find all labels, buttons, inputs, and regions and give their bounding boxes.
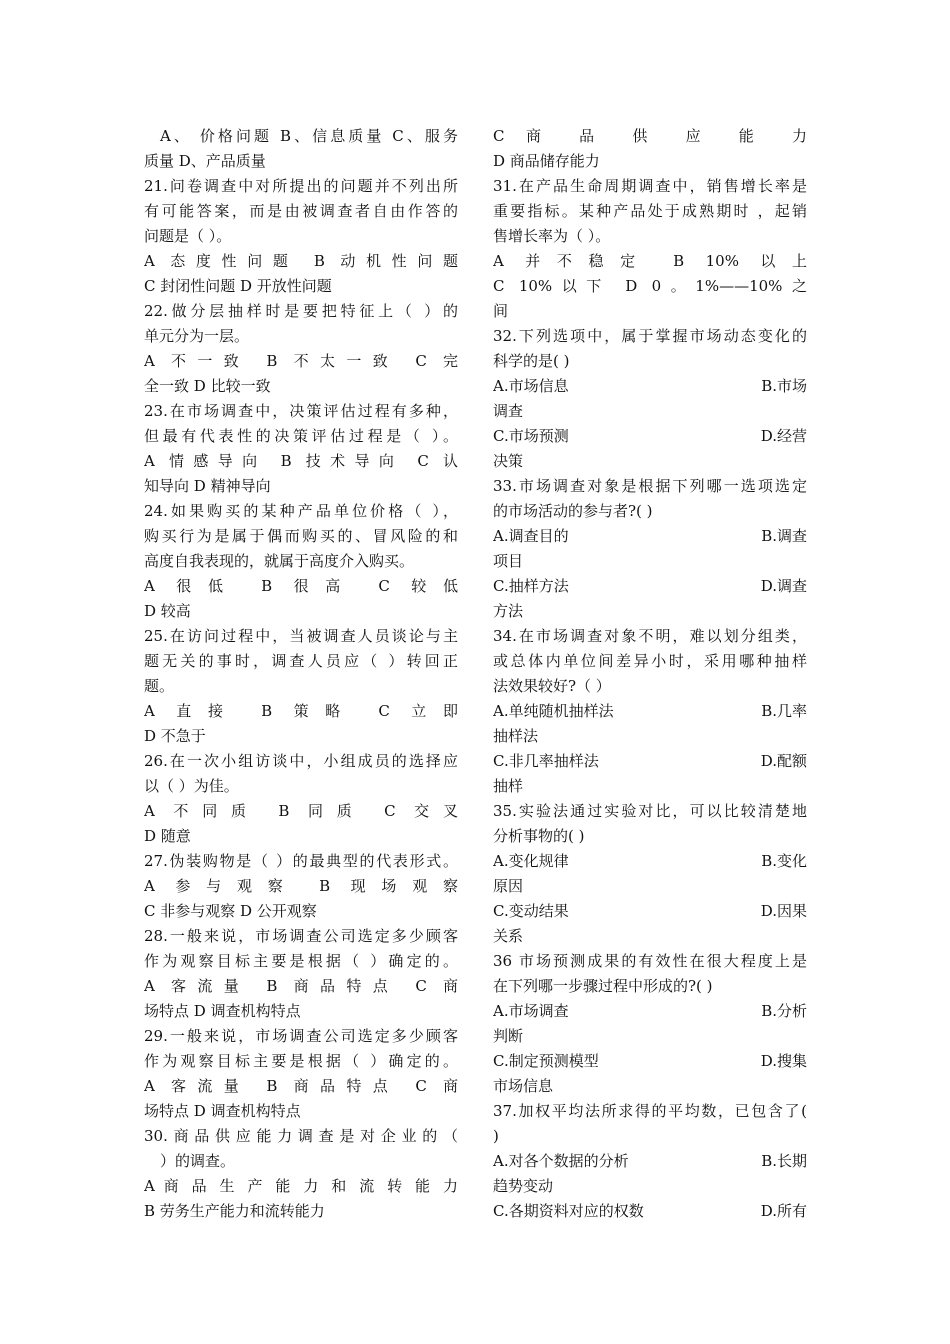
option-row (493, 899, 807, 924)
text-line: 单元分为一层。 (144, 327, 250, 345)
text-line: 问题是（ ）。 (144, 227, 232, 245)
text-line: 作为观察目标主要是根据（ ）确定的。 (144, 1052, 458, 1070)
option-row (493, 999, 807, 1024)
option-left: A.市场调查 (493, 1002, 569, 1020)
text-line: 32.下列选项中，属于掌握市场动态变化的 (493, 327, 807, 345)
text-line: 重要指标。某种产品处于成熟期时 ，起销 (493, 202, 807, 220)
text-line: 24.如果购买的某种产品单位价格（ ）， (144, 502, 458, 520)
text-line: D 随意 (144, 827, 191, 845)
text-line: A 并不稳定 B 10% 以上 (493, 252, 807, 270)
text-line: A 商 品 生 产 能 力 和 流 转 能 力 (144, 1177, 458, 1195)
option-right: B.调查 (761, 527, 807, 545)
text-line: 间 (493, 302, 509, 320)
option-left: C.变动结果 (493, 902, 569, 920)
text-line: 购买行为是属于偶而购买的、冒风险的和 (144, 527, 458, 545)
text-line: 场特点 D 调查机构特点 (144, 1002, 301, 1020)
text-line: D 商品储存能力 (493, 152, 600, 170)
option-right: B.几率 (761, 702, 807, 720)
option-left: A.市场信息 (493, 377, 569, 395)
text-line: D 较高 (144, 602, 191, 620)
text-line: 分析事物的( ) (493, 827, 585, 845)
text-line: C 封闭性问题 D 开放性问题 (144, 277, 332, 295)
option-right: D.因果 (760, 902, 807, 920)
text-line: 25.在访问过程中，当被调查人员谈论与主 (144, 627, 458, 645)
text-line: 题无关的事时，调查人员应（ ）转回正 (144, 652, 458, 670)
option-left: A.对各个数据的分析 (493, 1152, 629, 1170)
right-column (493, 124, 807, 1224)
option-right: D.所有 (760, 1202, 807, 1220)
text-line: C 商 品 供 应 能 力 (493, 127, 807, 145)
option-right: B.分析 (761, 1002, 807, 1020)
option-row (493, 524, 807, 549)
option-row (493, 374, 807, 399)
option-right: D.经营 (760, 427, 807, 445)
text-line: 法效果较好?（ ） (493, 677, 611, 695)
text-line: 30.商品供应能力调查是对企业的（ (144, 1127, 458, 1145)
text-line: A 客流量 B 商品特点 C 商 (144, 1077, 458, 1095)
text-line: 28.一般来说，市场调查公司选定多少顾客 (144, 927, 458, 945)
option-left: A.单纯随机抽样法 (493, 702, 614, 720)
option-row (493, 1149, 807, 1174)
text-line: 市场信息 (493, 1077, 554, 1095)
text-line: 高度自我表现的，就属于高度介入购买。 (144, 552, 415, 570)
text-line: 调查 (493, 402, 524, 420)
text-line: C 10%以下 D 0。1%——10%之 (493, 277, 807, 295)
text-line: B 劳务生产能力和流转能力 (144, 1202, 325, 1220)
text-line: 决策 (493, 452, 524, 470)
text-line: A 不一致 B 不太一致 C 完 (144, 352, 458, 370)
text-line: 项目 (493, 552, 524, 570)
text-line: 27.伪装购物是（ ）的最典型的代表形式。 (144, 852, 458, 870)
text-line: 售增长率为（ ）。 (493, 227, 611, 245)
text-line: A 情感导向 B 技术导向 C 认 (144, 452, 458, 470)
text-line: 关系 (493, 927, 524, 945)
text-line: A 参与观察 B 现场观察 (144, 877, 458, 895)
text-line: 场特点 D 调查机构特点 (144, 1102, 301, 1120)
text-line: A 态度性问题 B 动机性问题 (144, 252, 458, 270)
text-line: 34.在市场调查对象不明，难以划分组类， (493, 627, 807, 645)
text-line: 31.在产品生命周期调查中，销售增长率是 (493, 177, 807, 195)
text-line: A 很低 B 很高 C 较低 (144, 577, 458, 595)
text-line: 作为观察目标主要是根据（ ）确定的。 (144, 952, 458, 970)
text-line: C 非参与观察 D 公开观察 (144, 902, 317, 920)
option-row (493, 1049, 807, 1074)
text-line: 35.实验法通过实验对比，可以比较清楚地 (493, 802, 807, 820)
text-line: A 客流量 B 商品特点 C 商 (144, 977, 458, 995)
text-line: 判断 (493, 1027, 524, 1045)
text-line: 但最有代表性的决策评估过程是（ ）。 (144, 427, 458, 445)
text-line: 质量 D、产品质量 (144, 152, 266, 170)
option-right: D.配额 (760, 752, 807, 770)
text-line: A 不同质 B 同质 C 交叉 (144, 802, 458, 820)
text-line: 22.做分层抽样时是要把特征上（ ）的 (144, 302, 458, 320)
option-right: B.市场 (761, 377, 807, 395)
text-line: 或总体内单位间差异小时，采用哪种抽样 (493, 652, 807, 670)
option-left: C.各期资料对应的权数 (493, 1202, 644, 1220)
text-line: 在下列哪一步骤过程中形成的?( ) (493, 977, 713, 995)
option-right: D.搜集 (760, 1052, 807, 1070)
text-line: 37.加权平均法所求得的平均数，已包含了( (493, 1102, 807, 1120)
text-line: 全一致 D 比较一致 (144, 377, 271, 395)
option-left: A.变化规律 (493, 852, 569, 870)
option-right: D.调查 (760, 577, 807, 595)
option-right: B.长期 (761, 1152, 807, 1170)
text-line: 科学的是( ) (493, 352, 570, 370)
option-right: B.变化 (761, 852, 807, 870)
text-line: 21.问卷调查中对所提出的问题并不列出所 (144, 177, 458, 195)
text-line: ）的调查。 (160, 1152, 236, 1170)
option-left: A.调查目的 (493, 527, 569, 545)
text-line: 29.一般来说，市场调查公司选定多少顾客 (144, 1027, 458, 1045)
option-row (493, 699, 807, 724)
text-line: D 不急于 (144, 727, 206, 745)
text-line: 23.在市场调查中，决策评估过程有多种， (144, 402, 458, 420)
text-line: 趋势变动 (493, 1177, 554, 1195)
text-line: 的市场活动的参与者?( ) (493, 502, 653, 520)
option-left: C.抽样方法 (493, 577, 569, 595)
option-left: C.非几率抽样法 (493, 752, 599, 770)
text-line: 方法 (493, 602, 524, 620)
option-row (493, 749, 807, 774)
text-line: 知导向 D 精神导向 (144, 477, 271, 495)
left-column (144, 124, 458, 1224)
text-line: 36 市场预测成果的有效性在很大程度上是 (493, 952, 807, 970)
option-left: C.市场预测 (493, 427, 569, 445)
text-line: 有可能答案，而是由被调查者自由作答的 (144, 202, 458, 220)
text-line: 33.市场调查对象是根据下列哪一选项选定 (493, 477, 807, 495)
text-line: 抽样 (493, 777, 524, 795)
text-line: A、 价格问题 B、信息质量 C、服务 (160, 127, 458, 145)
text-line: 抽样法 (493, 727, 539, 745)
text-line: 26.在一次小组访谈中，小组成员的选择应 (144, 752, 458, 770)
option-row (493, 574, 807, 599)
option-left: C.制定预测模型 (493, 1052, 599, 1070)
text-line: 题。 (144, 677, 175, 695)
text-line: A 直接 B 策略 C 立即 (144, 702, 458, 720)
text-line: ) (493, 1127, 499, 1145)
text-line: 原因 (493, 877, 524, 895)
option-row (493, 849, 807, 874)
option-row (493, 424, 807, 449)
option-row (493, 1199, 807, 1224)
text-line: 以（ ）为佳。 (144, 777, 239, 795)
